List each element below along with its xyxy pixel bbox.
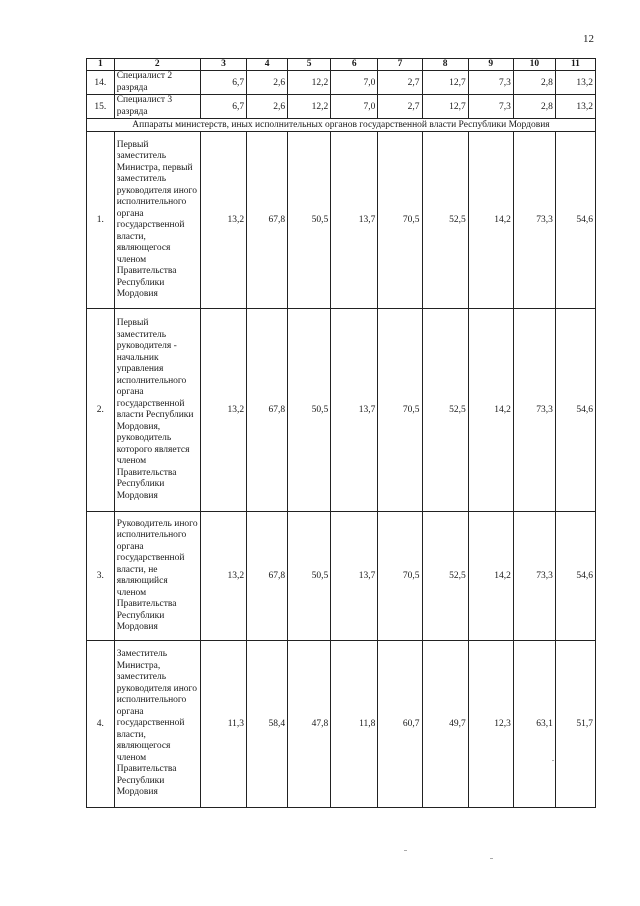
value-cell: 50,5 (288, 512, 331, 641)
value-cell: 67,8 (247, 132, 288, 309)
value-cell: 67,8 (247, 309, 288, 512)
header-row (87, 59, 596, 71)
page-number: 12 (583, 33, 594, 45)
row-title: Первый заместитель руководителя - начальник управления исполнительного органа государственной власти Республики Мордовия, руководитель которого является членом Правительства Республики Мордовия (114, 309, 200, 512)
value-cell: 12,7 (422, 95, 468, 119)
value-cell: 49,7 (422, 641, 468, 808)
value-cell: 73,3 (513, 132, 555, 309)
value-cell: 70,5 (378, 512, 422, 641)
value-cell: 13,7 (331, 132, 378, 309)
scan-speck (552, 760, 554, 761)
value-cell: 50,5 (288, 132, 331, 309)
header-cell: 11 (555, 59, 595, 71)
value-cell: 6,7 (200, 71, 246, 95)
row-number: 2. (87, 309, 115, 512)
value-cell: 13,2 (555, 95, 595, 119)
row-number: 4. (87, 641, 115, 808)
value-cell: 54,6 (555, 309, 595, 512)
value-cell: 70,5 (378, 132, 422, 309)
value-cell: 2,8 (513, 95, 555, 119)
value-cell: 63,1 (513, 641, 555, 808)
value-cell: 13,2 (555, 71, 595, 95)
value-cell: 52,5 (422, 309, 468, 512)
table-row (87, 512, 596, 641)
value-cell: 50,5 (288, 309, 331, 512)
value-cell: 7,0 (331, 95, 378, 119)
scan-speck (404, 850, 407, 851)
value-cell: 14,2 (468, 309, 513, 512)
value-cell: 51,7 (555, 641, 595, 808)
value-cell: 54,6 (555, 132, 595, 309)
row-title: Специалист 3 разряда (114, 95, 200, 119)
value-cell: 12,2 (288, 71, 331, 95)
row-title: Заместитель Министра, заместитель руководителя иного исполнительного органа государственной власти, являющегося членом Правительства Республики Мордовия (114, 641, 200, 808)
header-cell: 8 (422, 59, 468, 71)
value-cell: 11,8 (331, 641, 378, 808)
value-cell: 52,5 (422, 512, 468, 641)
value-cell: 13,2 (200, 512, 246, 641)
value-cell: 58,4 (247, 641, 288, 808)
value-cell: 14,2 (468, 512, 513, 641)
value-cell: 7,3 (468, 71, 513, 95)
value-cell: 12,2 (288, 95, 331, 119)
value-cell: 54,6 (555, 512, 595, 641)
value-cell: 2,6 (247, 95, 288, 119)
value-cell: 67,8 (247, 512, 288, 641)
row-title: Первый заместитель Министра, первый заместитель руководителя иного исполнительного органа государственной власти, являющегося членом Правительства Республики Мордовия (114, 132, 200, 309)
header-cell: 10 (513, 59, 555, 71)
header-cell: 5 (288, 59, 331, 71)
value-cell: 70,5 (378, 309, 422, 512)
value-cell: 13,7 (331, 309, 378, 512)
table-row (87, 309, 596, 512)
value-cell: 47,8 (288, 641, 331, 808)
value-cell: 2,7 (378, 71, 422, 95)
section-title: Аппараты министерств, иных исполнительных органов государственной власти Республики Мордовия (87, 119, 596, 132)
value-cell: 6,7 (200, 95, 246, 119)
header-cell: 9 (468, 59, 513, 71)
value-cell: 73,3 (513, 512, 555, 641)
section-row (87, 119, 596, 132)
header-cell: 3 (200, 59, 246, 71)
value-cell: 12,3 (468, 641, 513, 808)
value-cell: 11,3 (200, 641, 246, 808)
header-cell: 7 (378, 59, 422, 71)
value-cell: 13,2 (200, 132, 246, 309)
row-number: 3. (87, 512, 115, 641)
header-cell: 2 (114, 59, 200, 71)
table-row (87, 95, 596, 119)
value-cell: 12,7 (422, 71, 468, 95)
table-row (87, 132, 596, 309)
table-row (87, 641, 596, 808)
value-cell: 2,7 (378, 95, 422, 119)
row-number: 1. (87, 132, 115, 309)
value-cell: 13,2 (200, 309, 246, 512)
table-row (87, 71, 596, 95)
value-cell: 52,5 (422, 132, 468, 309)
value-cell: 7,3 (468, 95, 513, 119)
row-number: 14. (87, 71, 115, 95)
row-title: Руководитель иного исполнительного органа государственной власти, не являющийся членом Правительства Республики Мордовия (114, 512, 200, 641)
value-cell: 60,7 (378, 641, 422, 808)
header-cell: 4 (247, 59, 288, 71)
header-cell: 1 (87, 59, 115, 71)
row-title: Специалист 2 разряда (114, 71, 200, 95)
value-cell: 7,0 (331, 71, 378, 95)
value-cell: 14,2 (468, 132, 513, 309)
value-cell: 13,7 (331, 512, 378, 641)
value-cell: 73,3 (513, 309, 555, 512)
row-number: 15. (87, 95, 115, 119)
value-cell: 2,8 (513, 71, 555, 95)
data-table (86, 58, 596, 808)
value-cell: 2,6 (247, 71, 288, 95)
scan-speck (490, 858, 493, 859)
header-cell: 6 (331, 59, 378, 71)
